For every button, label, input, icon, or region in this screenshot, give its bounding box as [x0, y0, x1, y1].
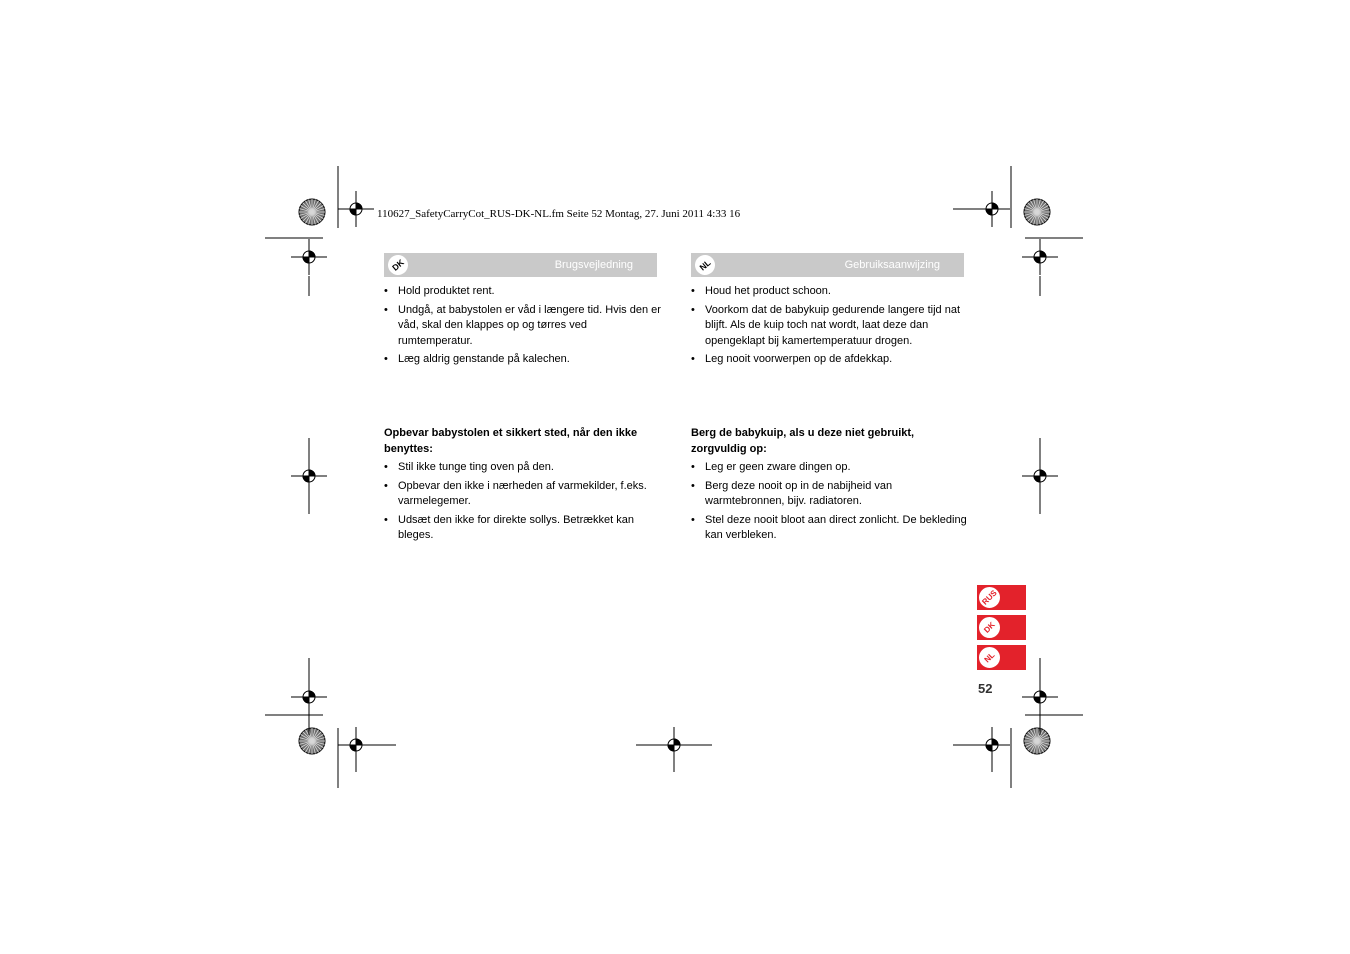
side-tab-dk: [977, 615, 1026, 640]
side-tab-nl: [977, 645, 1026, 670]
list-item: • Leg nooit voorwerpen op de afdekkap.: [691, 352, 971, 368]
bullet-glyph: •: [384, 479, 388, 492]
bullet-glyph: •: [384, 461, 388, 473]
list-item: • Stel deze nooit bloot aan direct zonlicht. De bekleding kan verbleken.: [691, 513, 967, 541]
file-slug-line: 110627_SafetyCarryCot_RUS-DK-NL.fm Seite 52 Montag, 27. Juni 2011 4:33 16: [377, 208, 741, 220]
dk-storage-section: [384, 426, 664, 547]
star-target-icon: [1024, 728, 1050, 754]
header-bar-dk: [384, 253, 657, 277]
lang-badge-rus: RUS: [973, 581, 1006, 614]
bullet-glyph: •: [691, 353, 695, 365]
list-item: • Hold produktet rent.: [384, 284, 664, 300]
header-title-nl: Gebruiksaanwijzing: [844, 259, 940, 271]
dk-care-list: [384, 284, 664, 371]
list-item: • Opbevar den ikke i nærheden af varmekilder, f.eks. varmelegemer.: [384, 479, 647, 507]
nl-storage-section: [691, 426, 971, 547]
star-target-icon: [1024, 199, 1050, 225]
bullet-glyph: •: [691, 285, 695, 297]
bullet-glyph: •: [384, 303, 388, 316]
list-item: • Leg er geen zware dingen op.: [691, 460, 971, 476]
list-item: • Houd het product schoon.: [691, 284, 971, 300]
lang-badge-dk-side: DK: [973, 611, 1006, 644]
page-number: 52: [978, 681, 993, 696]
list-item: • Stil ikke tunge ting oven på den.: [384, 460, 664, 476]
star-target-icon: [299, 199, 325, 225]
list-item: • Udsæt den ikke for direkte sollys. Betrækket kan bleges.: [384, 513, 634, 541]
bullet-glyph: •: [691, 303, 695, 316]
bullet-glyph: •: [691, 461, 695, 473]
header-bar-nl: [691, 253, 964, 277]
section-heading-dk: Opbevar babystolen et sikkert sted, når den ikke benyttes:: [384, 427, 638, 455]
list-item: • Undgå, at babystolen er våd i længere tid. Hvis den er våd, skal den klappes op og tørres ved rumtemperatur.: [384, 303, 661, 347]
bullet-glyph: •: [384, 513, 388, 526]
bullet-glyph: •: [384, 285, 388, 297]
bullet-glyph: •: [691, 479, 695, 492]
lang-badge-nl: NL: [691, 251, 719, 279]
lang-badge-nl-side: NL: [973, 641, 1006, 674]
section-heading-nl: Berg de babykuip, als u deze niet gebruikt, zorgvuldig op:: [691, 427, 915, 455]
side-tab-rus: [977, 585, 1026, 610]
list-item: • Berg deze nooit op in de nabijheid van warmtebronnen, bijv. radiatoren.: [691, 479, 893, 507]
list-item: • Læg aldrig genstande på kalechen.: [384, 352, 664, 368]
header-title-dk: Brugsvejledning: [554, 259, 633, 271]
nl-care-list: [691, 284, 971, 371]
bullet-glyph: •: [691, 513, 695, 526]
list-item: • Voorkom dat de babykuip gedurende langere tijd nat blijft. Als de kuip toch nat wordt, laat deze dan opengeklapt bij kamertemperatuur drogen.: [691, 303, 961, 347]
lang-badge-dk: DK: [384, 251, 412, 279]
bullet-glyph: •: [384, 353, 388, 365]
star-target-icon: [299, 728, 325, 754]
